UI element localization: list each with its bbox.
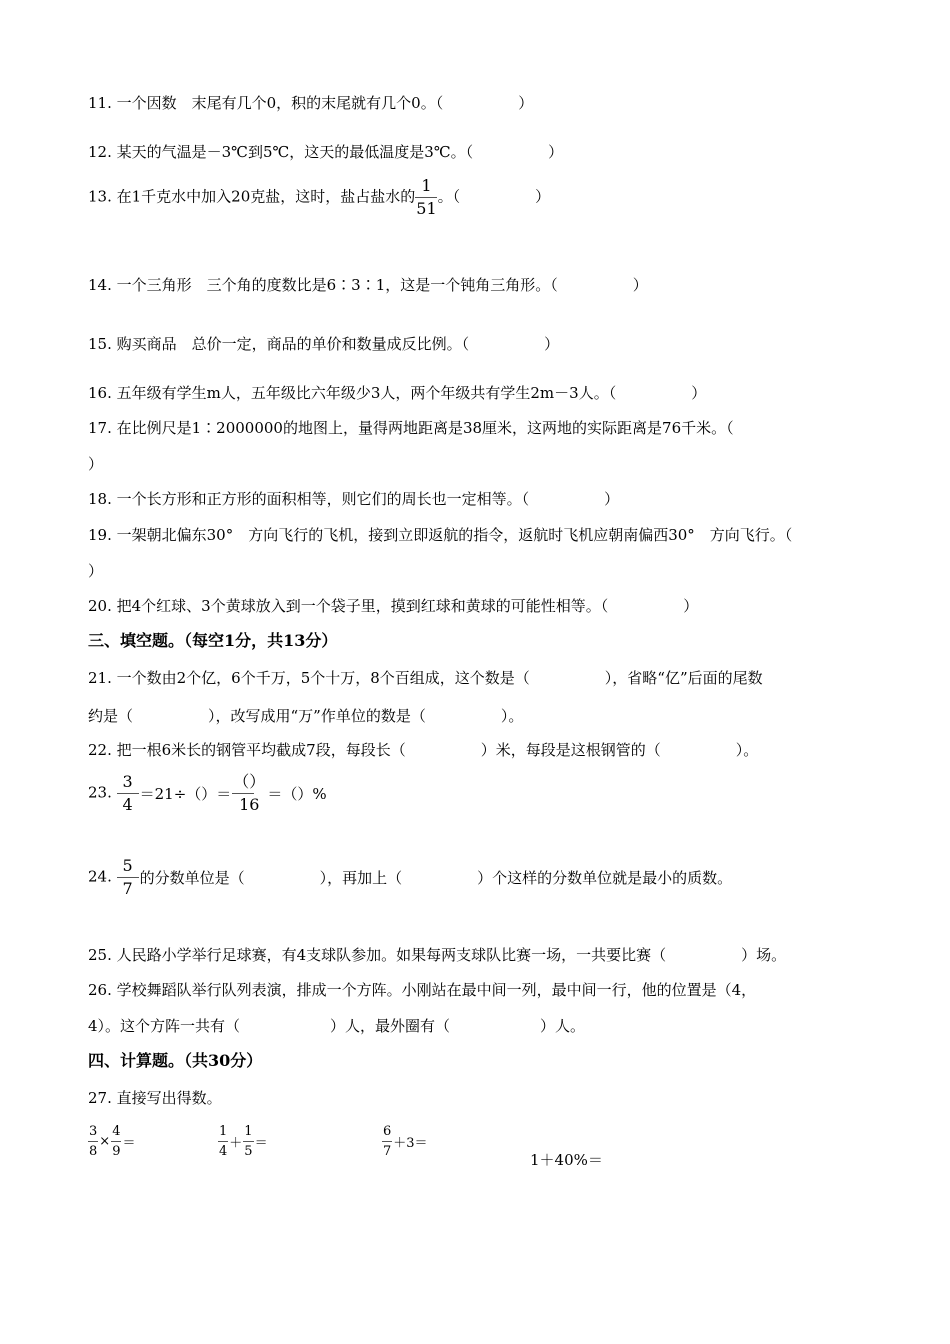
question-11: 11. 一个因数 末尾有几个0，积的末尾就有几个0。（ ） — [88, 94, 534, 112]
question-19-cont: ） — [88, 562, 104, 580]
calc-6-7-plus-3: $\frac{6}{7}$ ＋3＝ — [383, 1124, 428, 1159]
question-18: 18. 一个长方形和正方形的面积相等，则它们的周长也一定相等。（ ） — [88, 490, 620, 508]
calculation-row — [88, 1125, 788, 1175]
question-26: 26. 学校舞蹈队举行队列表演，排成一个方阵。小刚站在最中间一列，最中间一行，他的位置是（4， — [88, 981, 757, 999]
question-13-text: 13. 在1千克水中加入20克盐，这时，盐占盐水的 — [88, 187, 416, 206]
calc-3-8-times-4-9: $\frac{3}{8}$ × $\frac{4}{9}$ ＝ — [89, 1124, 136, 1159]
question-24 — [88, 858, 733, 897]
fraction-5-7: $\frac{5}{7}$ — [117, 858, 139, 897]
fraction-3-4: $\frac{3}{4}$ — [117, 774, 139, 813]
question-23-end: ＝（）% — [267, 784, 327, 803]
question-24-label: 24. — [88, 867, 112, 886]
question-13 — [88, 178, 550, 217]
question-25: 25. 人民路小学举行足球赛，有4支球队参加。如果每两支球队比赛一场，一共要比赛（ ）场。 — [88, 946, 787, 964]
question-15: 15. 购买商品 总价一定，商品的单价和数量成反比例。（ ） — [88, 335, 560, 353]
question-17: 17. 在比例尺是1∶2000000的地图上，量得两地距离是38厘米，这两地的实际距离是76千米。（ — [88, 419, 734, 437]
fraction-blank-16: $\frac{()}{16}$ — [233, 772, 266, 814]
question-21: 21. 一个数由2个亿，6个千万，5个十万，8个百组成，这个数是（ ），省略“亿”后面的尾数 — [88, 669, 763, 687]
section-3-title: 三、填空题。（每空1分，共13分） — [88, 631, 338, 650]
question-27: 27. 直接写出得数。 — [88, 1089, 222, 1107]
question-20: 20. 把4个红球、3个黄球放入到一个袋子里，摸到红球和黄球的可能性相等。（ ） — [88, 597, 699, 615]
calc-1-4-plus-1-5: $\frac{1}{4}$ ＋ $\frac{1}{5}$ ＝ — [219, 1124, 268, 1159]
question-17-cont: ） — [88, 455, 104, 473]
question-21-cont: 约是（ ），改写成用“万”作单位的数是（ ）。 — [88, 707, 524, 725]
question-23-middle: ＝21÷（）＝ — [139, 784, 232, 803]
section-4-title: 四、计算题。（共30分） — [88, 1051, 263, 1070]
question-13-answer: 。（ ） — [437, 187, 551, 206]
question-16: 16. 五年级有学生m人，五年级比六年级少3人，两个年级共有学生2m－3人。（ ） — [88, 384, 707, 402]
question-22: 22. 把一根6米长的钢管平均截成7段，每段长（ ）米，每段是这根钢管的（ ）。 — [88, 741, 759, 759]
fraction-1-51: $\frac{1}{51}$ — [416, 176, 437, 218]
question-23-label: 23. — [88, 783, 112, 802]
question-19: 19. 一架朝北偏东30° 方向飞行的飞机，接到立即返航的指令，返航时飞机应朝南偏西30° 方向飞行。（ — [88, 526, 793, 544]
question-14: 14. 一个三角形 三个角的度数比是6∶3∶1，这是一个钝角三角形。（ ） — [88, 276, 648, 294]
question-26-cont: 4）。这个方阵一共有（ ）人，最外圈有（ ）人。 — [88, 1017, 586, 1035]
question-12: 12. 某天的气温是－3℃到5℃，这天的最低温度是3℃。（ ） — [88, 143, 564, 161]
question-24-text: 的分数单位是（ ），再加上（ ）个这样的分数单位就是最小的质数。 — [139, 868, 733, 887]
question-23 — [88, 774, 328, 813]
calc-1-plus-40-percent: 1＋40%＝ — [530, 1151, 603, 1169]
